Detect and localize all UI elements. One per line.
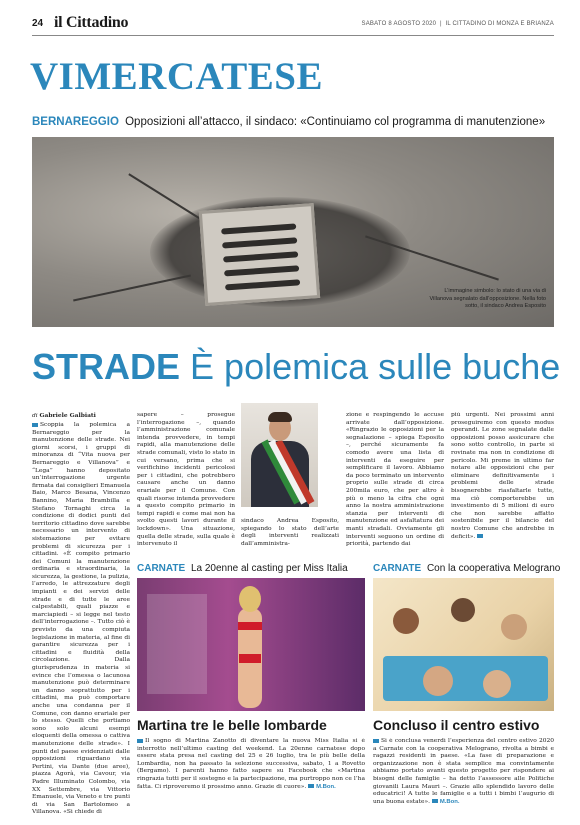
child-head bbox=[451, 598, 475, 622]
paragraph-marker-icon bbox=[32, 423, 38, 427]
section-title: VIMERCATESE bbox=[30, 55, 323, 98]
article-text-5: più urgenti. Nei prossimi anni proseguiremo con questo modus operandi. Le zone segnalate dalle opposizioni posso assicurare che sono sotto controllo, in parte si rovinate ma non in condizione di pericolo. Mi preme in ultimo far notare alle opposizioni che per eliminare definitivamente i problemi delle strade bisognerebbe riasfaltarle tutte, ma ciò comporterebbe un investimento di 5 milioni di euro che non sarebbe affatto sostenibile per il bilancio del nostro Comune che andrebbe in deficit». bbox=[451, 412, 554, 540]
article-text-1: Scoppia la polemica a Bernareggio per la manutenzione delle strade. Nei giorni scorsi, i gruppi di minoranza di “Vita nuova per Bernareggio e Villanova” e “Lega” hanno depositato un’interrogazione urgente firmata dai consiglieri Emanuela Baio, Marco Besana, Vincenzo Bannino, Maria Brambilla e Stefano Tornaghi circa la condizione di dodici punti del territorio cittadino dove sarebbe necessario un intervento di sistemazione per evitare problemi di sicurezza per i cittadini. «È compito primario dei Comuni la manutenzione ordinaria e straordinaria, la sicurezza, la gestione, la pulizia, l’arredo, le attrezzature degli impianti e dei servizi delle strade e di tutte le aree calpestabili, quali piazze e marciapiedi – si legge nel testo dell’interrogazione –. Tutto ciò è previsto da una compiuta legislazione in materia, al fine di garantire sicurezza per i cittadini e fluidità della circolazione. Dalla giurisprudenza in materia si evince che l’omessa o lacunosa manutenzione può determinare un danno soprattutto per i cittadini, ma può comportare anche una condanna per il Comune, con danno erariale per lo stesso. Quelli che portiamo sono solo alcuni esempi eloquenti della omessa o cattiva manutenzione delle strade». I punti del paese evidenziati dalle opposizioni riguardano via Pertini, via Dante (due aree), piazza Agorà, via Cavour, via Padre Illuminato Colombo, via XX Settembre, via Vittorio Emanuele, via Veneto e tre punti di via San Bartolomeo a Villanova. «Si chiede di bbox=[32, 422, 130, 816]
story3-kicker bbox=[373, 563, 560, 574]
paragraph-marker-icon bbox=[373, 739, 379, 743]
model-hair bbox=[239, 586, 261, 612]
grate-slot bbox=[222, 237, 297, 248]
headline-rest: È polemica sulle buche bbox=[190, 346, 561, 387]
grate-slot bbox=[224, 265, 299, 276]
road-crack bbox=[73, 275, 191, 302]
story2-text: Il sogno di Martina Zanotto di diventare la nuova Miss Italia si è interrotto nell’ultimo casting del weekend. La 20enne carnatese dopo essere stata presa nel casting del 25 e 26 luglio, tra le più belle della Lombardia, non ha passato la selezione successiva, sabato, 1 a Rovetto (Bergamo). I parenti hanno fatto sapere su Facebook che «Martina ringrazia tutti per il sostegno e la partecipazione, ma purtroppo non ce l’ha fatta. Ci riproveremo il prossimo anno. Grazie di cuore». bbox=[137, 738, 365, 790]
story2-kicker bbox=[137, 563, 348, 574]
header-dateline: SABATO 8 AGOSTO 2020 | IL CITTADINO DI MONZA E BRIANZA bbox=[361, 21, 554, 27]
grate-slot bbox=[223, 251, 298, 262]
story2-kicker-text: La 20enne al casting per Miss Italia bbox=[190, 563, 348, 574]
miss-italia-photo bbox=[137, 578, 365, 711]
story2-signature: M.Bon. bbox=[316, 783, 336, 790]
summer-camp-photo bbox=[373, 578, 554, 711]
mayor-photo bbox=[241, 403, 318, 507]
byline bbox=[32, 412, 130, 419]
article-column-4 bbox=[346, 412, 444, 552]
story3-headline: Concluso il centro estivo bbox=[373, 717, 540, 733]
page-number: 24 bbox=[32, 18, 44, 29]
grate-slot bbox=[221, 223, 296, 234]
mayor-hair bbox=[268, 412, 292, 422]
end-marker-icon bbox=[308, 784, 314, 788]
road-crack bbox=[128, 173, 205, 222]
headline-bold: STRADE bbox=[32, 346, 181, 387]
child-head bbox=[423, 666, 453, 696]
end-marker-icon bbox=[432, 799, 438, 803]
story2-headline: Martina tre le belle lombarde bbox=[137, 717, 327, 733]
story2-place: CARNATE bbox=[137, 563, 186, 574]
bikini-top bbox=[238, 622, 262, 630]
end-marker-icon bbox=[477, 534, 483, 538]
article-column-3 bbox=[241, 518, 339, 550]
main-kicker-place: BERNAREGGIO bbox=[32, 116, 119, 128]
child-head bbox=[501, 614, 527, 640]
main-headline bbox=[32, 346, 560, 388]
photo-caption: L’immagine simbolo: lo stato di una via di Villanova segnalato dall’opposizione. Nella foto sotto, il sindaco Andrea Esposito bbox=[429, 288, 546, 310]
story3-body bbox=[373, 738, 554, 818]
page-header bbox=[32, 14, 554, 36]
child-head bbox=[483, 670, 511, 698]
child-head bbox=[393, 608, 419, 634]
article-text-4: zione e respingendo le accuse arrivate dall’opposizione. «Ringrazio le opposizioni per la segnalazione – spiega Esposito –, perché sicuramente fa comodo avere una lista di interventi da eseguire per semplificare il lavoro. Abbiamo da poco terminato un intervento proprio sulle strade di circa 200mila euro, che per altro è più o meno la cifra che ogni anno la nostra amministrazione stanzia per interventi di manutenzione ed asfaltatura dei manti stradali. Ovviamente gli interventi seguono un ordine di priorità, partendo dai bbox=[346, 412, 444, 548]
article-column-2 bbox=[137, 412, 235, 552]
newspaper-logo: il Cittadino bbox=[54, 14, 129, 31]
stage-light bbox=[147, 594, 207, 694]
bikini-bottom bbox=[239, 654, 261, 663]
article-column-5 bbox=[451, 412, 554, 552]
article-column-1 bbox=[32, 412, 130, 825]
byline-prefix: di bbox=[32, 413, 38, 419]
paragraph-marker-icon bbox=[137, 739, 143, 743]
story3-signature: M.Bon. bbox=[439, 798, 460, 805]
article-text-2: sapere – prosegue l’interrogazione –, quando l’amministrazione comunale intenda provvedere, in tempi rapidi, alla manutenzione delle strade comunali, visto lo stato in cui versano, prima che si verifichino incidenti pericolosi per i cittadini, che potrebbero causare anche un danno erariale per il Comune. Con quali risorse intenda provvedere a questo compito primario in tempi rapidi e come mai non ha svolto questi lavori durante il lockdown». Una situazione, quella delle strade, sulla quale è intervenuto il bbox=[137, 412, 235, 548]
issue-date: SABATO 8 AGOSTO 2020 bbox=[361, 21, 437, 27]
grate-slot bbox=[225, 279, 300, 290]
story3-text: Si è conclusa venerdì l’esperienza del centro estivo 2020 a Carnate con la cooperativa Melograno, rivolta a bimbi e ragazzi residenti in paese. «La fase di preparazione e organizzazione non è stata semplice ma convintamente abbiamo portato avanti questo progetto per rispondere ai bisogni delle famiglie – ha detto l’assessore alle Politiche giovanili Laura Mauri –. Grazie allo splendido lavoro delle educatrici! A tutte le famiglie e a tutti i bimbi l’augurio di una buona estate». bbox=[373, 738, 554, 805]
article-text-3: sindaco Andrea Esposito, spiegando lo stato dell’arte degli interventi realizzati dall’amministra- bbox=[241, 518, 339, 547]
craft-table bbox=[383, 656, 548, 701]
model-figure bbox=[233, 586, 267, 711]
byline-author: Gabriele Galbiati bbox=[39, 412, 96, 419]
drain-grate bbox=[199, 203, 320, 306]
paper-name: IL CITTADINO DI MONZA E BRIANZA bbox=[445, 21, 554, 27]
main-kicker bbox=[32, 116, 554, 128]
story2-body bbox=[137, 738, 365, 818]
main-kicker-text: Opposizioni all’attacco, il sindaco: «Continuiamo col programma di manutenzione» bbox=[125, 116, 546, 128]
story3-place: CARNATE bbox=[373, 563, 422, 574]
story3-kicker-text: Con la cooperativa Melograno bbox=[426, 563, 561, 574]
